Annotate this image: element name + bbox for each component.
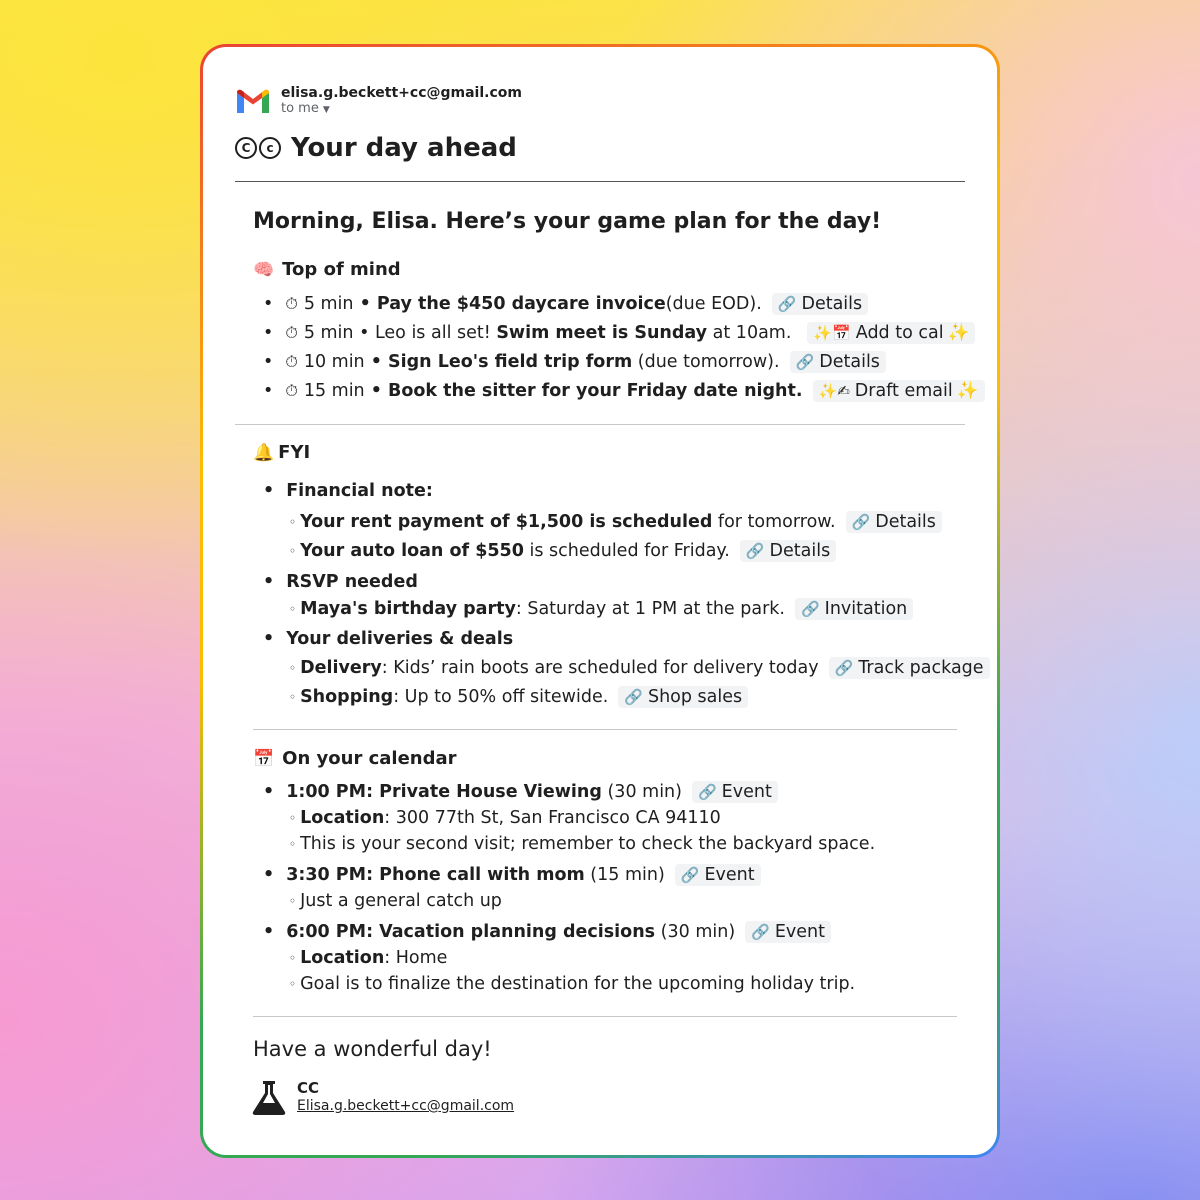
list-item: ◦ Location : 300 77th St, San Francisco CA 94110 (289, 808, 721, 828)
section-divider (253, 1016, 957, 1017)
signature (251, 1079, 514, 1117)
recipient-toggle[interactable] (281, 101, 522, 118)
list-item: ◦ Goal is to finalize the destination for the upcoming holiday trip. (289, 974, 856, 994)
sparkle-pen-icon: ✨✍ (818, 382, 850, 400)
list-item: ◦ This is your second visit; remember to check the backyard space. (289, 834, 876, 854)
signature-name: CC (297, 1079, 320, 1097)
event-button[interactable]: 🔗 Event (692, 781, 778, 803)
details-button[interactable]: 🔗 Details (772, 293, 868, 315)
brain-icon: 🧠 (253, 259, 275, 280)
list-item: ◦ Your auto loan of $550 is scheduled for Friday. 🔗 Details (289, 540, 836, 562)
link-icon: 🔗 (851, 513, 871, 531)
link-icon: 🔗 (697, 783, 717, 801)
stopwatch-icon: ⏱ (285, 294, 298, 313)
email-header (235, 85, 522, 118)
cc-logo-icon: C c (235, 137, 283, 159)
details-button[interactable]: 🔗 Details (740, 540, 836, 562)
link-icon: 🔗 (751, 923, 770, 941)
link-icon: 🔗 (745, 542, 765, 560)
list-item: • ⏱ 15 min • Book the sitter for your Friday date night. ✨✍ Draft email ✨ (263, 380, 985, 402)
gmail-logo-icon (235, 87, 271, 115)
list-item: ◦ Your rent payment of $1,500 is scheduled for tomorrow. 🔗 Details (289, 511, 942, 533)
link-icon: 🔗 (800, 600, 820, 618)
calendar-event: • 6:00 PM : Vacation planning decisions (30 min) 🔗 Event (263, 921, 831, 943)
list-item: ◦ Just a general catch up (289, 891, 502, 911)
card-border (200, 44, 1000, 1158)
sparkle-icon: ✨ (956, 381, 979, 401)
section-title-calendar: On your calendar (282, 748, 457, 769)
subject-text: Your day ahead (291, 133, 517, 163)
details-button[interactable]: 🔗 Details (790, 351, 886, 373)
caret-down-icon: ▼ (322, 105, 330, 115)
calendar-event: • 1:00 PM : Private House Viewing (30 min) 🔗 Event (263, 781, 778, 803)
add-to-cal-button[interactable]: ✨📅 Add to cal ✨ (807, 322, 975, 344)
section-title-fyi: FYI (278, 442, 311, 463)
email-subject (235, 133, 517, 163)
section-divider (235, 424, 965, 425)
sparkle-icon: ✨ (947, 323, 970, 343)
section-fyi (253, 442, 310, 463)
calendar-event: • 3:30 PM : Phone call with mom (15 min) 🔗 Event (263, 864, 761, 886)
stopwatch-icon: ⏱ (285, 352, 298, 371)
fyi-heading-financial: • Financial note: (263, 481, 433, 501)
list-item: ◦ Shopping : Up to 50% off sitewide. 🔗 Shop sales (289, 686, 748, 708)
list-item: ◦ Delivery : Kids’ rain boots are scheduled for delivery today 🔗 Track package (289, 657, 990, 679)
event-button[interactable]: 🔗 Event (745, 921, 831, 943)
list-item: • ⏱ 5 min • Leo is all set! Swim meet is Sunday at 10am. ✨📅 Add to cal ✨ (263, 322, 975, 344)
link-icon: 🔗 (795, 353, 815, 371)
sparkle-calendar-icon: ✨📅 (813, 324, 851, 342)
recipient-label: to me (281, 101, 319, 116)
section-top-of-mind (253, 259, 401, 280)
stopwatch-icon: ⏱ (285, 381, 298, 400)
bell-icon: 🔔 (253, 442, 275, 463)
fyi-heading-rsvp: • RSVP needed (263, 572, 418, 592)
link-icon: 🔗 (777, 295, 797, 313)
sender-address: elisa.g.beckett+cc@gmail.com (281, 85, 522, 101)
link-icon: 🔗 (680, 866, 700, 884)
section-divider (253, 729, 957, 730)
link-icon: 🔗 (624, 688, 643, 706)
section-title-top-of-mind: Top of mind (282, 259, 401, 280)
fyi-heading-deliveries: • Your deliveries & deals (263, 629, 514, 649)
list-item: • ⏱ 5 min • Pay the $450 daycare invoice (due EOD). 🔗 Details (263, 293, 868, 315)
list-item: ◦ Location : Home (289, 948, 448, 968)
list-item: ◦ Maya's birthday party : Saturday at 1 PM at the park. 🔗 Invitation (289, 598, 913, 620)
flask-icon (251, 1079, 287, 1117)
event-button[interactable]: 🔗 Event (675, 864, 761, 886)
list-item: • ⏱ 10 min • Sign Leo's field trip form (due tomorrow). 🔗 Details (263, 351, 886, 373)
signature-email-link[interactable]: Elisa.g.beckett+cc@gmail.com (297, 1098, 515, 1114)
greeting: Morning, Elisa. Here’s your game plan for the day! (253, 209, 882, 234)
details-button[interactable]: 🔗 Details (846, 511, 942, 533)
closing-text: Have a wonderful day! (253, 1037, 492, 1061)
draft-email-button[interactable]: ✨✍ Draft email ✨ (813, 380, 985, 402)
shop-sales-button[interactable]: 🔗 Shop sales (618, 686, 748, 708)
invitation-button[interactable]: 🔗 Invitation (795, 598, 913, 620)
email-card (203, 47, 997, 1155)
calendar-icon: 📅 (253, 748, 275, 769)
stopwatch-icon: ⏱ (285, 323, 298, 342)
link-icon: 🔗 (834, 659, 854, 677)
subject-divider (235, 181, 965, 182)
section-calendar (253, 748, 457, 769)
track-package-button[interactable]: 🔗 Track package (829, 657, 990, 679)
